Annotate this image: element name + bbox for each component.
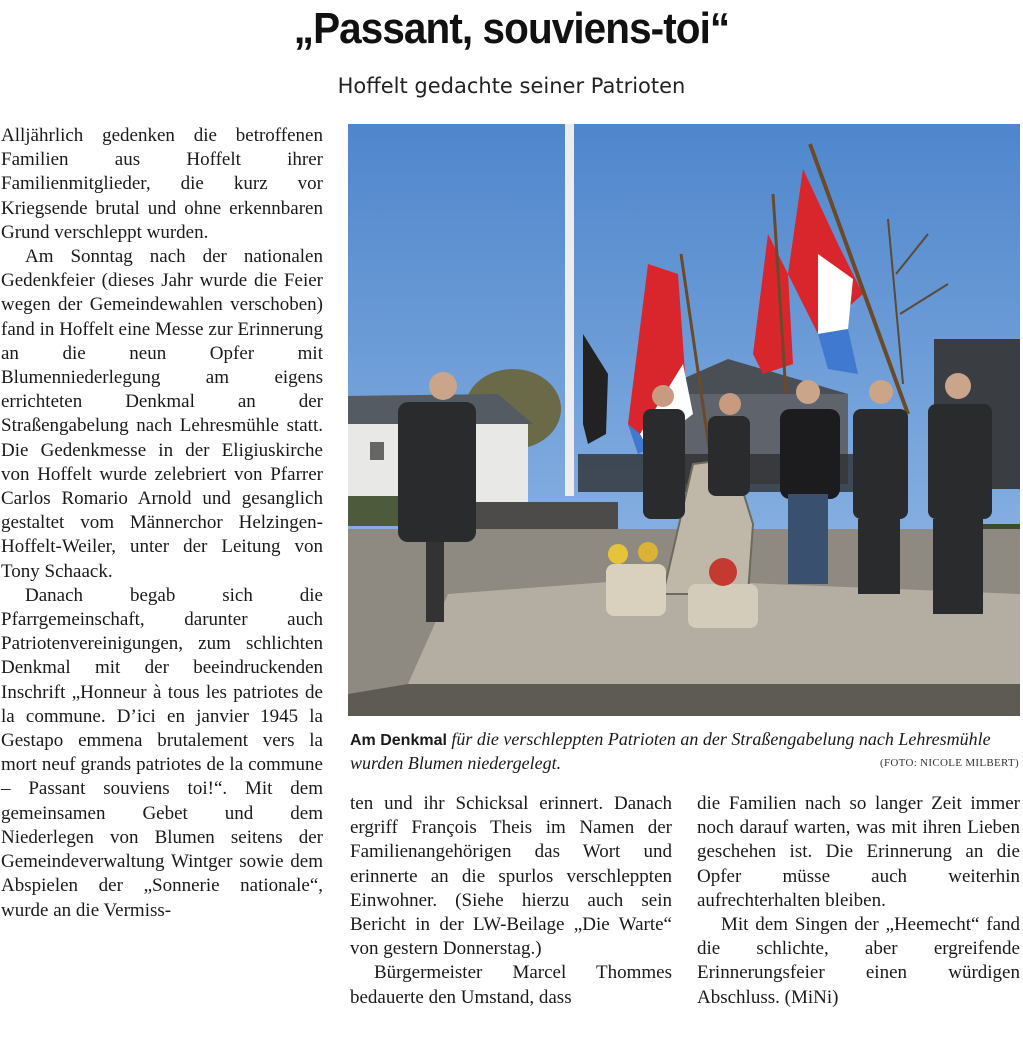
paragraph: Am Sonntag nach der nationalen Gedenkfeier (dieses Jahr wurde die Feier wegen der Gemeindewahlen verschoben) fand in Hoffelt eine Messe zur Erinnerung an die neun Opfer mit Blumenniederlegung am eigens errichteten Denkmal an der Straßengabelung nach Lehresmühle statt. Die Gedenkmesse in der Eligiuskirche von Hoffelt wurde zelebriert von Pfarrer Carlos Romario Arnold und gesanglich gestaltet vom Männerchor Helzingen-Hoffelt-Weiler, unter der Leitung von Tony Schaack. bbox=[1, 246, 323, 582]
memorial-photo bbox=[348, 124, 1020, 716]
paragraph: Bürgermeister Marcel Thommes bedauerte den Umstand, dass bbox=[350, 962, 672, 1008]
caption-body: für die verschleppten Patrioten an der Straßengabelung nach Lehresmühle wurden Blumen niedergelegt. bbox=[350, 729, 991, 773]
article-headline: „Passant, souviens-toi“ bbox=[293, 4, 730, 53]
text-column-2 bbox=[350, 792, 672, 1010]
paragraph: Danach begab sich die Pfarrgemeinschaft, darunter auch Patriotenvereinigungen, zum schlichten Denkmal mit der beeindruckenden Inschrift „Honneur à tous les patriotes de la commune. D’ici en janvier 1945 la Gestapo emmena brutalement vers la mort neuf grands patriotes de la commune – Passant souviens toi!“. Mit dem gemeinsamen Gebet und dem Niederlegen von Blumen seitens der Gemeindeverwaltung Wintger sowie dem Abspielen der „Sonnerie nationale“, wurde an die Vermiss- bbox=[1, 584, 323, 921]
photo-credit: (FOTO: NICOLE MILBERT) bbox=[880, 757, 1019, 769]
paragraph: Mit dem Singen der „Heemecht“ fand die schlichte, aber ergreifende Erinnerungsfeier einen würdigen Abschluss. (MiNi) bbox=[697, 914, 1020, 1008]
paragraph: die Familien nach so langer Zeit immer noch darauf warten, was mit ihren Lieben geschehen ist. Die Erinnerung an die Opfer müsse auch weiterhin aufrechterhalten bleiben. bbox=[697, 793, 1020, 911]
paragraph: ten und ihr Schicksal erinnert. Danach ergriff François Theis im Namen der Familienangehörigen das Wort und erinnerte an die spurlos verschleppten Einwohner. (Siehe hierzu auch sein Bericht in der LW-Beilage „Die Warte“ von gestern Donnerstag.) bbox=[350, 793, 672, 960]
paragraph: Alljährlich gedenken die betroffenen Familien aus Hoffelt ihrer Familienmitglieder, die kurz vor Kriegsende brutal und ohne erkennbaren Grund verschleppt wurden. bbox=[1, 125, 323, 243]
article-subheadline: Hoffelt gedachte seiner Patrioten bbox=[337, 74, 686, 98]
text-column-1 bbox=[1, 124, 323, 923]
caption-lead: Am Denkmal bbox=[350, 732, 447, 749]
text-column-3 bbox=[697, 792, 1020, 1010]
